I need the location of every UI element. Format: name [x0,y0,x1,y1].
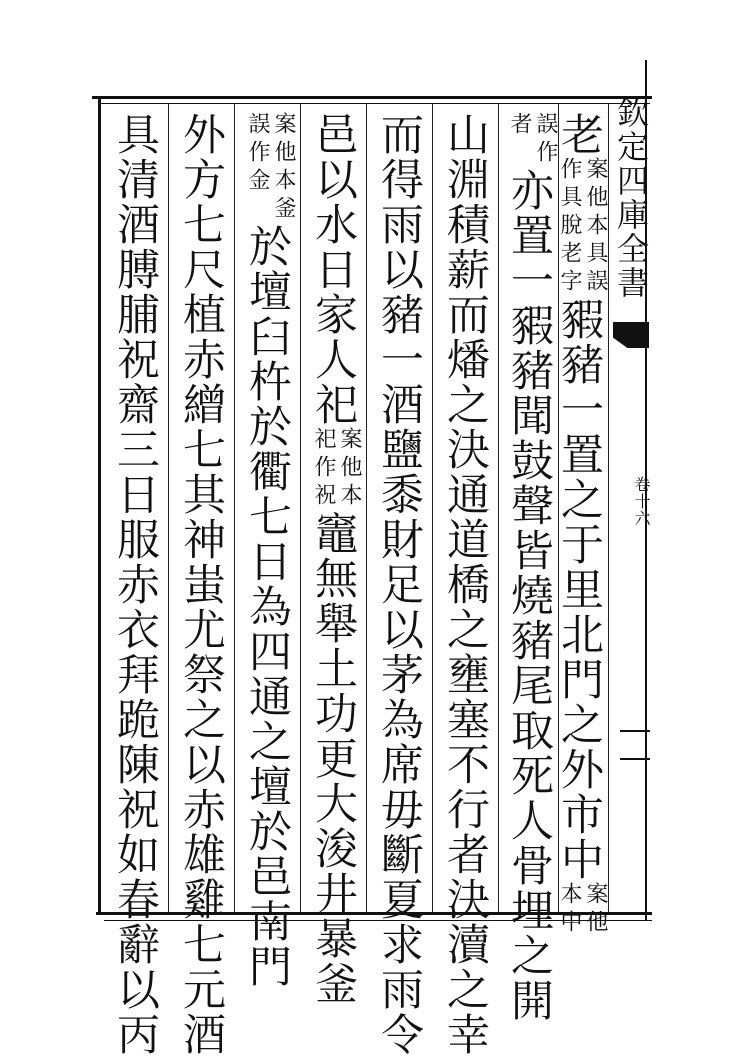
frame-top-inner-rule [100,103,650,104]
annotation [556,157,608,297]
text-column-7 [170,112,230,1057]
annotation-line: 案他本具誤 [583,157,608,297]
annotation-line: 本中 [557,882,582,938]
annotation-line: 者 [507,112,532,140]
main-text: 老 [554,112,604,157]
main-text: 外方七尺植赤繒七其神蚩尤祭之以赤雄雞七元酒 [176,112,226,1057]
annotation-line: 案他 [583,882,608,938]
main-text: 於壇臼杵於衢七日為四通之壇於邑南門 [242,224,292,989]
margin-bracket [620,730,650,760]
column-divider [498,104,499,912]
text-column-8 [104,112,164,1057]
annotation-line: 祀作祝 [311,427,336,511]
text-column-4 [368,112,428,1057]
frame-top-rule [92,96,652,99]
column-divider [432,104,433,912]
annotation-line: 誤作 [533,112,558,168]
annotation [556,882,608,938]
main-text: 邑以水日家人祀 [308,112,358,427]
text-column-5 [302,112,362,1006]
column-divider [234,104,235,912]
text-column-3 [434,112,494,1057]
annotation-line: 案他本 [337,427,362,511]
main-text: 山淵積薪而燔之決通道橋之壅塞不行者決瀆之幸 [440,112,490,1057]
annotation [310,427,362,511]
frame-left-rule [98,98,101,914]
text-column-2 [500,112,558,1023]
column-divider [168,104,169,912]
main-text: 亦置一豭豬聞鼓聲皆燒豬尾取死人骨埋之開 [504,168,554,1023]
column-divider [366,104,367,912]
juan-label: 卷十六 [632,476,651,527]
annotation [244,112,296,224]
text-column-6 [236,112,296,989]
main-text: 具清酒膊脯祝齋三日服赤衣拜跪陳祝如春辭以丙 [110,112,160,1057]
annotation-line: 誤作金 [245,112,270,196]
main-text: 豭豬一置之于里北門之外市中 [554,297,604,882]
book-title: 欽定四庫全書 [612,96,650,300]
text-column-1 [554,112,608,938]
main-text: 竈無舉土功更大浚井暴釜 [308,511,358,1006]
annotation-line: 作具脫老字 [557,157,582,297]
main-text: 而得雨以豬一酒鹽黍財足以茅為席毋斷夏求雨令 [374,112,424,1057]
annotation-line: 案他本釜 [271,112,296,224]
column-divider [300,104,301,912]
annotation [506,112,558,168]
